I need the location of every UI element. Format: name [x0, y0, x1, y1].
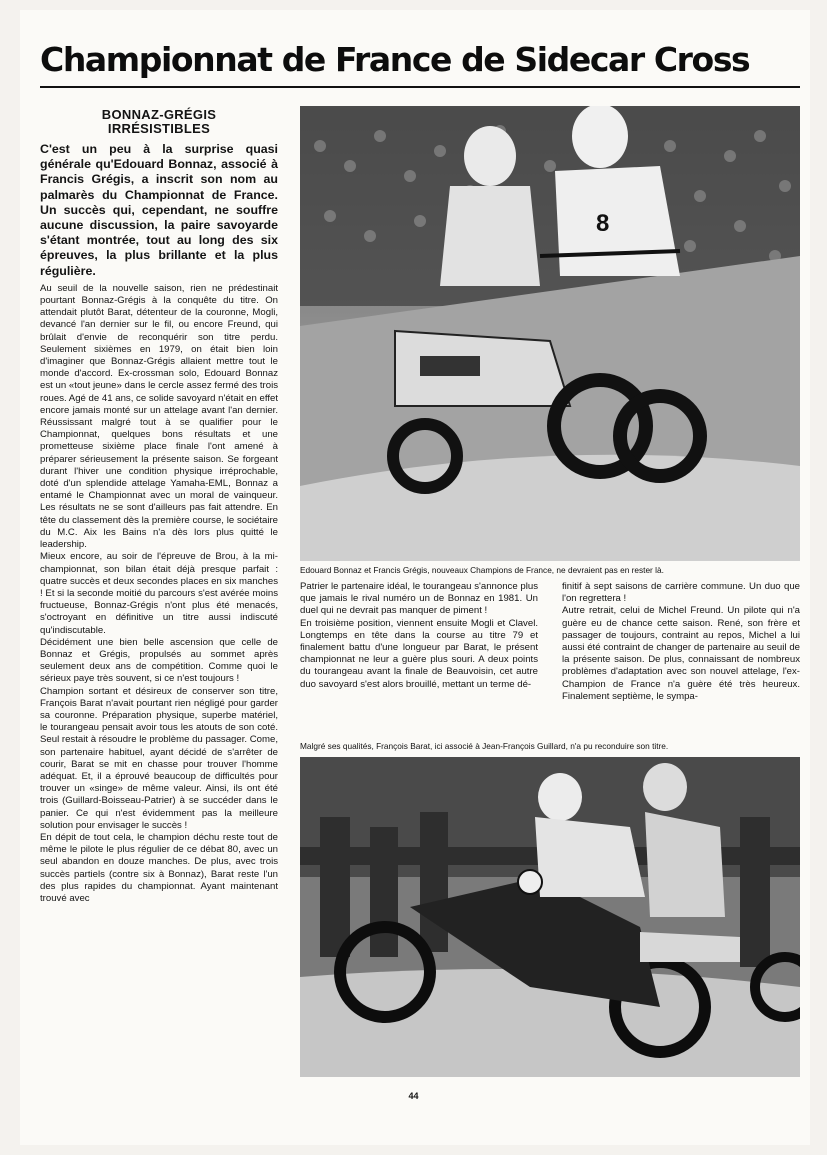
column-2 [300, 581, 538, 691]
article-headline [40, 108, 278, 136]
paragraph: Au seuil de la nouvelle saison, rien ne prédestinait pourtant Bonnaz-Grégis à la conquête du titre. On attendait plutôt Barat, détenteur de la couronne, Mogli, devancé l'an dernier sur le fil, ou encore Freund, qui brûlait d'envie de reconquérir son titre perdu. Seulement sixièmes en 1979, on était bien loin d'imaginer que Bonnaz-Grégis allaient mettre tout le monde d'accord. Ex-crossman solo, Edouard Bonnaz est un «tout jeune» dans le cercle assez fermé des trois roues. Agé de 41 ans, ce solide savoyard n'était en effet encore jamais monté sur un attelage avant l'an dernier. Réussissant malgré tout à se qualifier pour le Championnat, quelques bons résultats et une prometteuse sixième place finale l'ont amené à préparer sérieusement la présente saison. Se forgeant durant l'hiver une condition physique irréprochable, doté d'un splendide attelage Yamaha-EML, Bonnaz a entamé le Championnat avec un moral de vainqueur. Les résultats ne se sont d'ailleurs pas fait attendre. En tête du classement dès la première course, le sociétaire du M.C. Aix les Bains n'a dès lors plus quitté le leadership. [40, 282, 278, 551]
headline-line-1: BONNAZ-GRÉGIS [101, 107, 217, 122]
paragraph: Décidément une bien belle ascension que celle de Bonnaz et Grégis, propulsés au sommet après seulement deux ans de compétition. Comme quoi le sérieux paye très souvent, si ce n'est toujours ! [40, 636, 278, 685]
rider-number: 8 [596, 210, 610, 237]
paragraph: Patrier le partenaire idéal, le tourangeau s'annonce plus que jamais le rival numéro un de Bonnaz en 1981. Un duel qui ne devrait pas manquer de piment ! [300, 581, 538, 617]
page-title: Championnat de France de Sidecar Cross [40, 40, 750, 79]
top-photo-caption: Edouard Bonnaz et Francis Grégis, nouveaux Champions de France, ne devraient pas en rester là. [300, 565, 664, 575]
column-1 [40, 100, 278, 905]
bottom-photo-illustration [300, 757, 800, 1077]
paragraph: Autre retrait, celui de Michel Freund. Un pilote qui n'a guère eu de chance cette saison. René, son frère et passager de toujours, contraint au repos, Michel a lui aussi été contraint de changer de partenaire au seuil de la présente saison. De plus, connaissant de nombreux problèmes d'adaptation avec son nouvel attelage, l'ex-Champion de France n'a guère été très heureux. Finalement septième, le sympa- [562, 605, 800, 702]
title-rule [40, 86, 800, 88]
paragraph: Champion sortant et désireux de conserver son titre, François Barat n'avait pourtant rien négligé pour garder sa couronne. Préparation physique, superbe matériel, le tourangeau pensait avoir tous les atouts de son coté. Seul restait à résoudre le problème du passager. Come, son partenaire habituel, ayant décidé de s'arrêter de courir, Barat se mit en chasse pour trouver l'homme adéquat. Et, il a éprouvé beaucoup de difficultés pour trouver un «singe» de même valeur. Ainsi, ils ont été trois (Guillard-Boisseau-Patrier) à se succéder dans le panier. Ce qui n'est évidemment pas la meilleure solution pour envisager le succès ! [40, 685, 278, 831]
paragraph: Mieux encore, au soir de l'épreuve de Brou, à la mi-championnat, son bilan était déjà presque parfait : quatre succès et deux secondes places en six manches ! Et si la seconde moitié du parcours s'est avérée moins fructueuse, Bonnaz-Grégis n'ont plus été menacés, s'octroyant en définitive un titre aussi indiscuté qu'indiscutable. [40, 551, 278, 636]
page-number: 44 [408, 1091, 419, 1101]
masthead [40, 36, 800, 92]
paragraph: En troisième position, viennent ensuite Mogli et Clavel. Longtemps en tête dans la course au titre 79 et finalement battu d'une longueur par Barat, le présent championnat ne leur a guère plus souri. A deux points du tourangeau avant la finale de Beauvoisin, cet autre duo savoyard s'est alors brouillé, mettant un terme dé- [300, 617, 538, 690]
column-3 [562, 581, 800, 703]
paragraph: En dépit de tout cela, le champion déchu reste tout de même le pilote le plus régulier de ce débat 80, avec un seul abandon en douze manches. De plus, avec trois succès partiels (contre six à Bonnaz), Barat reste l'un des plus rapides du championnat. Ayant maintenant trouvé avec [40, 831, 278, 904]
top-photo-sidecar [300, 106, 800, 561]
top-photo-illustration [300, 106, 800, 561]
column-1-body [40, 283, 278, 905]
bottom-photo-sidecar [300, 757, 800, 1077]
headline-line-2: IRRÉSISTIBLES [107, 121, 211, 136]
article-intro: C'est un peu à la surprise quasi générale qu'Edouard Bonnaz, associé à Francis Grégis, a inscrit son nom au palmarès du Championnat de France. Un succès qui, cependant, ne souffre aucune discussion, la paire savoyarde s'étant montrée, tout au long des six épreuves, la plus brillante et la plus régulière. [40, 142, 278, 278]
paragraph: finitif à sept saisons de carrière commune. Un duo que l'on regrettera ! [562, 581, 800, 605]
bottom-photo-caption: Malgré ses qualités, François Barat, ici associé à Jean-François Guillard, n'a pu reconduire son titre. [300, 741, 669, 751]
